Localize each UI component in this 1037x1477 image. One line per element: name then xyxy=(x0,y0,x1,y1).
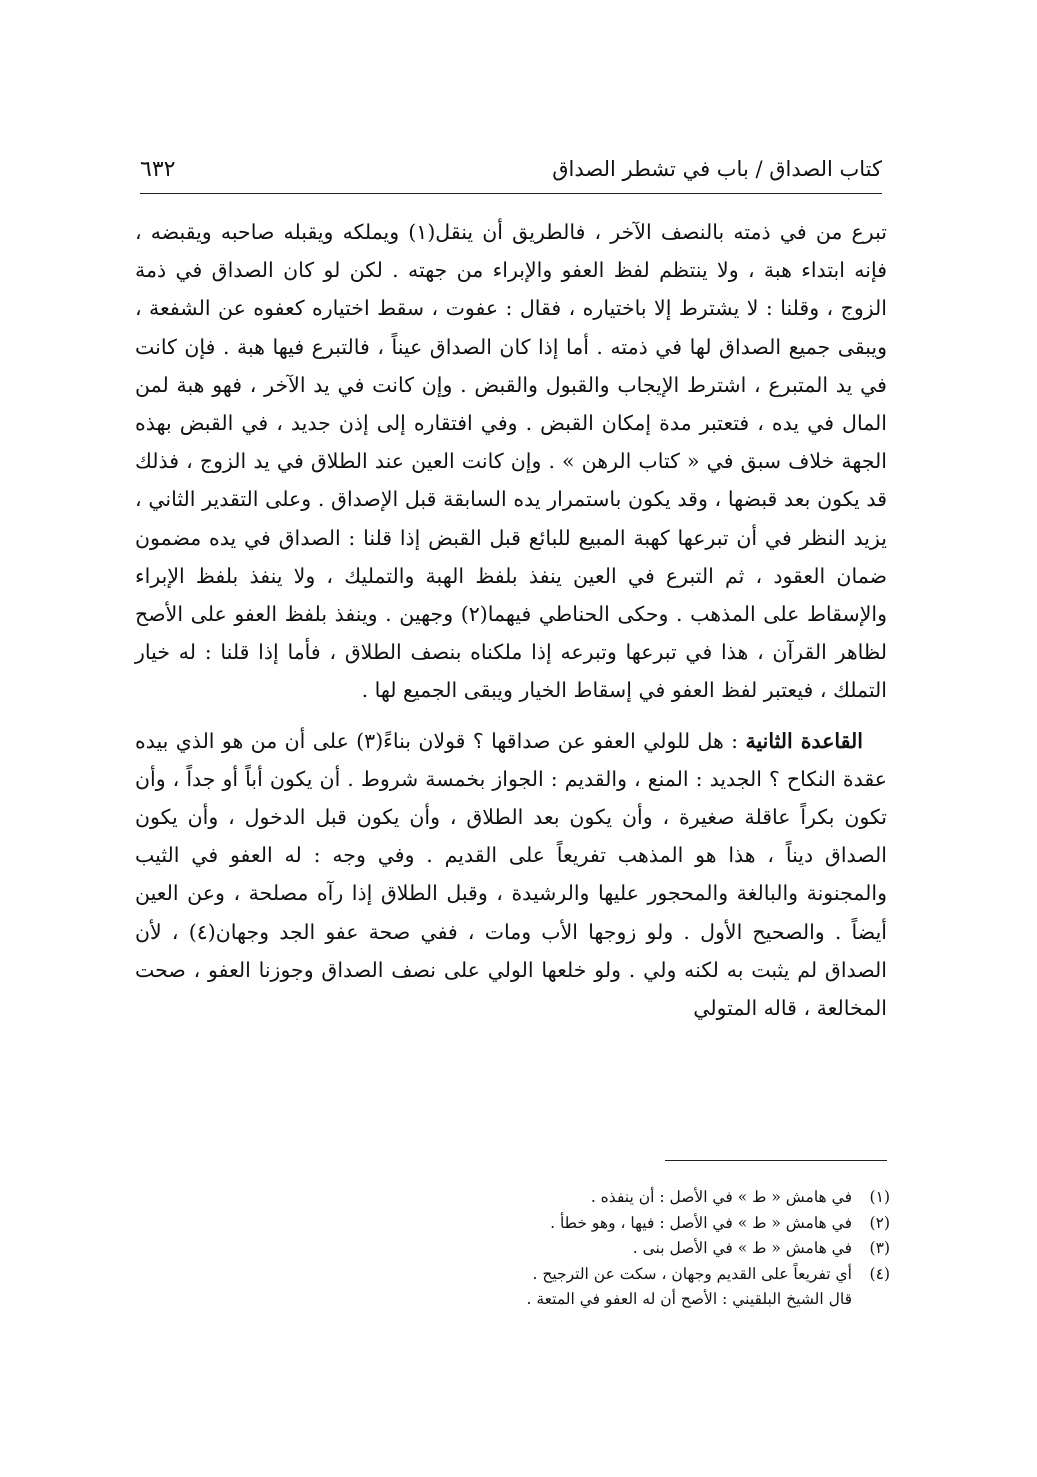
running-header xyxy=(140,145,882,194)
chapter-title: كتاب الصداق / باب في تشطر الصداق xyxy=(552,157,882,181)
paragraph-2 xyxy=(135,722,887,1028)
footnote-number: (٣) xyxy=(869,1239,890,1257)
footnote-number: (١) xyxy=(869,1188,890,1206)
paragraph-1: تبرع من في ذمته بالنصف الآخر ، فالطريق أن ينقل(١) ويملكه ويقبله صاحبه ويقبضه ، فإنه ابتداء هبة ، ولا ينتظم لفظ العفو والإبراء من جهته . لكن لو كان الصداق في ذمة الزوج ، وقلنا : لا يشترط إلا باختياره ، فقال : عفوت ، سقط اختياره كعفوه عن الشفعة ، ويبقى جميع الصداق لها في ذمته . أما إذا كان الصداق عيناً ، فالتبرع فيها هبة . فإن كانت في يد المتبرع ، اشترط الإيجاب والقبول والقبض . وإن كانت في يد الآخر ، فهو هبة لمن المال في يده ، فتعتبر مدة إمكان القبض . وفي افتقاره إلى إذن جديد ، في القبض بهذه الجهة خلاف سبق في « كتاب الرهن » . وإن كانت العين عند الطلاق في يد الزوج ، فذلك قد يكون بعد قبضها ، وقد يكون باستمرار يده السابقة قبل الإصداق . وعلى التقدير الثاني ، يزيد النظر في أن تبرعها كهبة المبيع للبائع قبل القبض إذا قلنا : الصداق في يده مضمون ضمان العقود ، ثم التبرع في العين ينفذ بلفظ الهبة والتمليك ، ولا ينفذ بلفظ الإبراء والإسقاط على المذهب . وحكى الحناطي فيهما(٢) وجهين . وينفذ بلفظ العفو على الأصح لظاهر القرآن ، هذا في تبرعها وتبرعه إذا ملكناه بنصف الطلاق ، فأما إذا قلنا : له خيار التملك ، فيعتبر لفظ العفو في إسقاط الخيار ويبقى الجميع لها . xyxy=(135,220,887,703)
footnote-text: في هامش « ط » في الأصل : فيها ، وهو خطأ . xyxy=(550,1213,852,1232)
footnote-2 xyxy=(300,1211,890,1237)
footnote-continuation xyxy=(300,1287,890,1313)
page-number: ٦٣٢ xyxy=(140,156,176,182)
footnote-1 xyxy=(300,1185,890,1211)
footnote-4 xyxy=(300,1262,890,1288)
paragraph-2-text: : هل للولي العفو عن صداقها ؟ قولان بناءً(٣) على أن من هو الذي بيده عقدة النكاح ؟ الجديد : المنع ، والقديم : الجواز بخمسة شروط . أن يكون أباً أو جداً ، وأن تكون بكراً عاقلة صغيرة ، وأن يكون بعد الطلاق ، وأن يكون قبل الدخول ، وأن يكون الصداق ديناً ، هذا هو المذهب تفريعاً على القديم . وفي وجه : له العفو في الثيب والمجنونة والبالغة والمحجور عليها والرشيدة ، وقبل الطلاق إذا رآه مصلحة ، وعن العين أيضاً . والصحيح الأول . ولو زوجها الأب ومات ، ففي صحة عفو الجد وجهان(٤) ، لأن الصداق لم يثبت به لكنه ولي . ولو خلعها الولي على نصف الصداق وجوزنا العفو ، صحت المخالعة ، قاله المتولي xyxy=(135,728,887,1021)
main-text xyxy=(135,213,887,1027)
rule-heading: القاعدة الثانية xyxy=(745,728,863,753)
footnote-number: (٢) xyxy=(869,1213,890,1232)
footnote-text: في هامش « ط » في الأصل : أن ينفذه . xyxy=(590,1188,852,1206)
footnote-3 xyxy=(300,1236,890,1262)
footnotes xyxy=(300,1185,890,1313)
footnote-text: أي تفريعاً على القديم وجهان ، سكت عن الترجيح . xyxy=(532,1264,852,1283)
footnote-text: في هامش « ط » في الأصل بنى . xyxy=(632,1239,852,1257)
footnote-separator xyxy=(665,1160,887,1161)
footnote-number: (٤) xyxy=(869,1264,890,1283)
footnote-continuation-text: قال الشيخ البلقيني : الأصح أن له العفو في المتعة . xyxy=(526,1290,852,1308)
